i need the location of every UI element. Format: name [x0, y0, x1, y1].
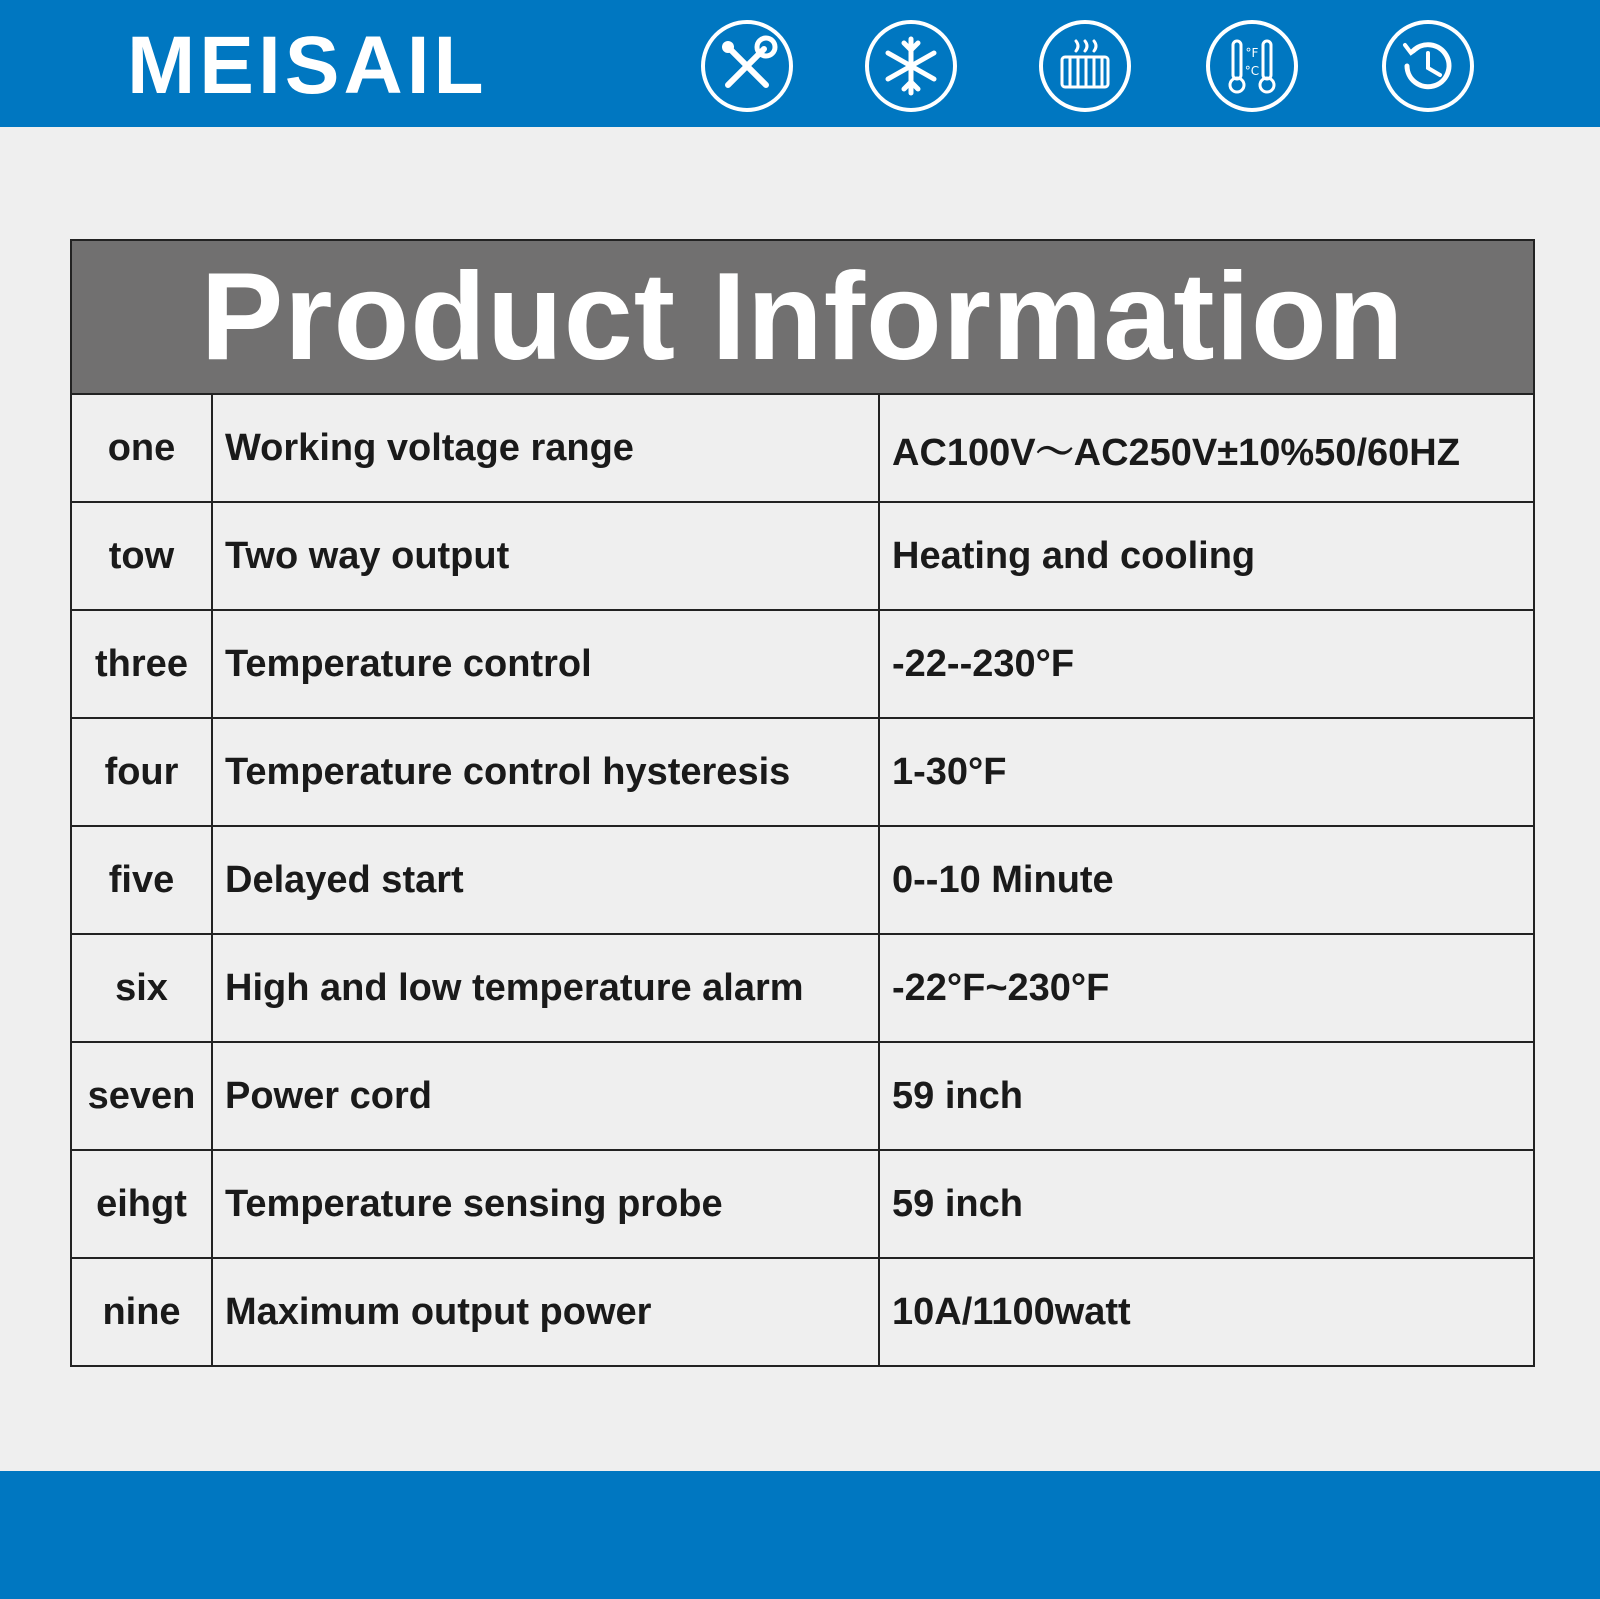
- spec-label: Working voltage range: [212, 394, 879, 502]
- heater-icon: [1038, 19, 1132, 113]
- tools-icon: [700, 19, 794, 113]
- row-number: six: [71, 934, 212, 1042]
- row-number: nine: [71, 1258, 212, 1366]
- table-row: [71, 502, 1534, 610]
- table-row: [71, 718, 1534, 826]
- row-number: five: [71, 826, 212, 934]
- spec-value: AC100V～AC250V±10%50/60HZ: [879, 394, 1534, 502]
- spec-value: -22--230°F: [879, 610, 1534, 718]
- spec-label: Maximum output power: [212, 1258, 879, 1366]
- spec-label: Temperature control hysteresis: [212, 718, 879, 826]
- table-title: Product Information: [71, 240, 1534, 394]
- row-number: seven: [71, 1042, 212, 1150]
- spec-label: Temperature control: [212, 610, 879, 718]
- spec-value: 1-30°F: [879, 718, 1534, 826]
- spec-value: -22°F~230°F: [879, 934, 1534, 1042]
- spec-value: 10A/1100watt: [879, 1258, 1534, 1366]
- spec-label: Power cord: [212, 1042, 879, 1150]
- table-row: [71, 394, 1534, 502]
- product-info-table: [70, 239, 1535, 1367]
- row-number: tow: [71, 502, 212, 610]
- table-row: [71, 934, 1534, 1042]
- spec-label: Delayed start: [212, 826, 879, 934]
- svg-text:°F: °F: [1245, 46, 1259, 60]
- spec-label: Two way output: [212, 502, 879, 610]
- thermometer-icon: [1205, 19, 1299, 113]
- spec-label: Temperature sensing probe: [212, 1150, 879, 1258]
- row-number: four: [71, 718, 212, 826]
- row-number: three: [71, 610, 212, 718]
- spec-value: Heating and cooling: [879, 502, 1534, 610]
- snowflake-icon: [864, 19, 958, 113]
- table-row: [71, 1042, 1534, 1150]
- spec-label: High and low temperature alarm: [212, 934, 879, 1042]
- spec-value: 59 inch: [879, 1042, 1534, 1150]
- row-number: eihgt: [71, 1150, 212, 1258]
- brand-logo: MEISAIL: [127, 20, 488, 111]
- spec-value: 59 inch: [879, 1150, 1534, 1258]
- history-clock-icon: [1381, 19, 1475, 113]
- table-row: [71, 1258, 1534, 1366]
- row-number: one: [71, 394, 212, 502]
- table-row: [71, 826, 1534, 934]
- footer-bar: [0, 1471, 1600, 1599]
- table-row: [71, 610, 1534, 718]
- svg-text:°C: °C: [1244, 64, 1260, 78]
- table-row: [71, 1150, 1534, 1258]
- spec-value: 0--10 Minute: [879, 826, 1534, 934]
- header-bar: [0, 0, 1600, 127]
